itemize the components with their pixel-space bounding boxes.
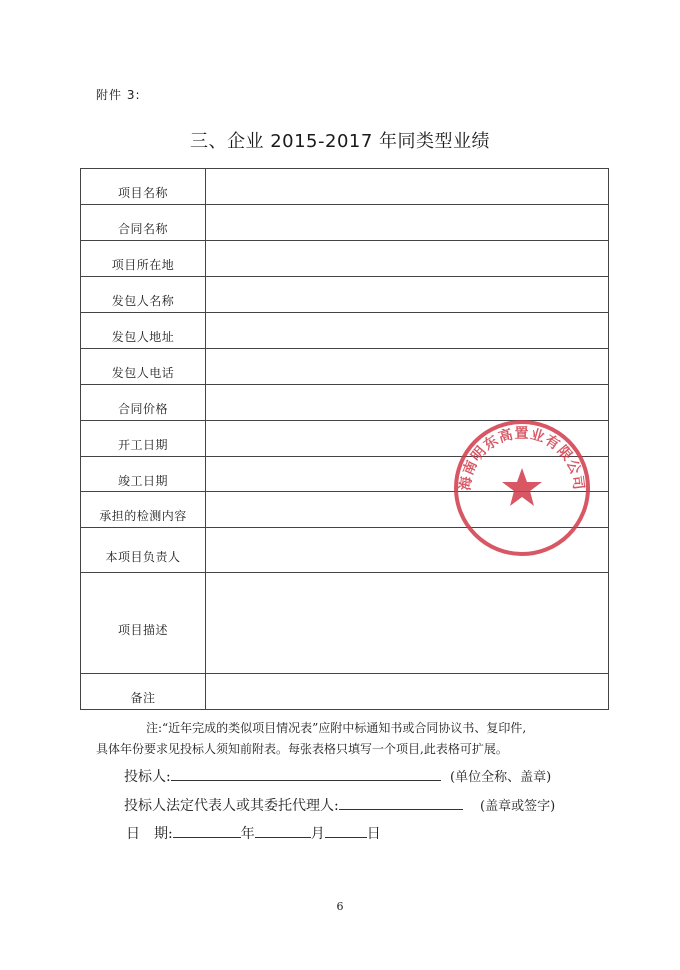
row-label-project-manager: 本项目负责人 <box>81 528 206 573</box>
date-line <box>126 823 381 843</box>
row-value-employer-address[interactable] <box>206 313 609 349</box>
page-number: 6 <box>336 900 344 913</box>
note-line-1: 注:“近年完成的类似项目情况表”应附中标通知书或合同协议书、复印件, <box>146 721 527 735</box>
row-value-project-location[interactable] <box>206 241 609 277</box>
row-value-employer-name[interactable] <box>206 277 609 313</box>
attachment-label: 附件 3: <box>96 88 141 102</box>
table-row <box>81 573 609 674</box>
row-value-employer-phone[interactable] <box>206 349 609 385</box>
row-value-contract-price[interactable] <box>206 385 609 421</box>
seal-text: 海南明东高置业有限公司 <box>457 426 587 492</box>
company-seal <box>452 418 592 558</box>
table-row <box>81 674 609 710</box>
seal-star-icon <box>502 468 542 506</box>
date-year-field[interactable] <box>173 823 241 838</box>
table-row <box>81 169 609 205</box>
table-row <box>81 349 609 385</box>
representative-field[interactable] <box>339 795 463 810</box>
bidder-field[interactable] <box>171 766 441 781</box>
page-title: 三、企业 2015-2017 年同类型业绩 <box>189 131 491 152</box>
row-value-project-description[interactable] <box>206 573 609 674</box>
seal-icon <box>452 418 592 558</box>
row-label-testing-scope: 承担的检测内容 <box>81 492 206 528</box>
row-value-remarks[interactable] <box>206 674 609 710</box>
date-year-label: 年 <box>240 826 255 842</box>
date-month-label: 月 <box>310 826 325 842</box>
row-label-start-date: 开工日期 <box>81 421 206 457</box>
representative-hint: (盖章或签字) <box>480 799 556 814</box>
bidder-line <box>124 766 441 786</box>
row-label-remarks: 备注 <box>81 674 206 710</box>
date-day-label: 日 <box>366 826 381 842</box>
table-row <box>81 241 609 277</box>
row-label-employer-address: 发包人地址 <box>81 313 206 349</box>
note-line-2: 具体年份要求见投标人须知前附表。每张表格只填写一个项目,此表格可扩展。 <box>96 742 508 756</box>
bidder-hint: (单位全称、盖章) <box>450 770 552 785</box>
row-label-employer-phone: 发包人电话 <box>81 349 206 385</box>
table-row <box>81 205 609 241</box>
representative-line <box>124 795 463 815</box>
row-label-project-description: 项目描述 <box>81 573 206 674</box>
row-value-project-name[interactable] <box>206 169 609 205</box>
representative-label: 投标人法定代表人或其委托代理人: <box>124 798 339 814</box>
row-label-contract-price: 合同价格 <box>81 385 206 421</box>
date-day-field[interactable] <box>325 823 367 838</box>
row-label-project-location: 项目所在地 <box>81 241 206 277</box>
table-row <box>81 313 609 349</box>
row-label-employer-name: 发包人名称 <box>81 277 206 313</box>
date-label: 日 期: <box>126 826 173 842</box>
table-row <box>81 277 609 313</box>
row-label-contract-name: 合同名称 <box>81 205 206 241</box>
row-label-completion-date: 竣工日期 <box>81 457 206 492</box>
date-month-field[interactable] <box>255 823 311 838</box>
row-label-project-name: 项目名称 <box>81 169 206 205</box>
row-value-contract-name[interactable] <box>206 205 609 241</box>
table-row <box>81 385 609 421</box>
bidder-label: 投标人: <box>124 769 171 785</box>
